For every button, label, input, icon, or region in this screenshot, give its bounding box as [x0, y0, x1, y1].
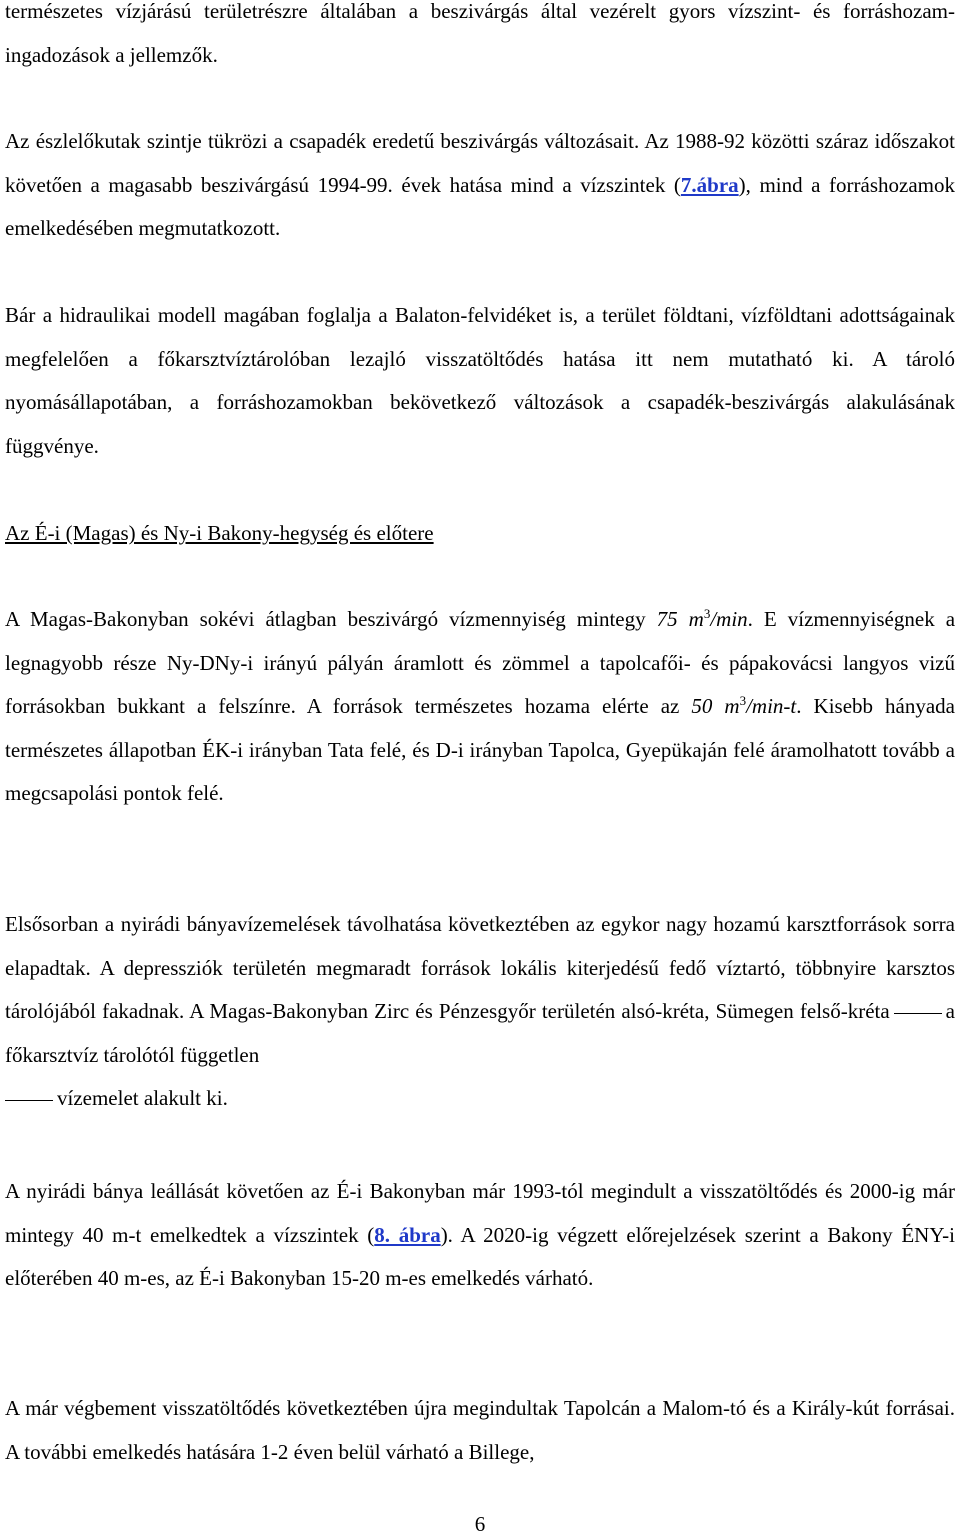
paragraph-intro: természetes vízjárású területrészre általában a beszivárgás által vezérelt gyors vízszint- és forráshozam-ingadozások a jellemzők.: [5, 0, 955, 67]
superscript: 3: [739, 693, 747, 708]
section-heading: [5, 512, 955, 556]
paragraph-hydraulic-model: Bár a hidraulikai modell magában foglalja a Balaton-felvidéket is, a terület földtani, vízföldtani adottságainak megfelelően a főkarsztvíztárolóban lezajló visszatöltődés hatása itt nem mutatható ki. A tároló nyomásállapotában, a forráshozamokban bekövetkező változások a csapadék-beszivárgás alakulásának függvénye.: [5, 303, 955, 458]
superscript: 3: [703, 606, 711, 621]
paragraph-recharge: [5, 1170, 955, 1301]
figure-8-link[interactable]: 8. ábra: [374, 1222, 441, 1247]
text-span: . Kisebb hányada természetes állapotban ÉK-i irányban Tata felé, és D-i irányban Tapolca, Gyepükaján felé áramolhatott tovább a megcsapolási pontok felé.: [5, 694, 956, 805]
paragraph-tapolca-springs: A már végbement visszatöltődés következtében újra megindultak Tapolcán a Malom-tó és a Király-kút forrásai. A további emelkedés hatására 1-2 éven belül várható a Billege,: [5, 1396, 955, 1464]
text-span: A Magas-Bakonyban sokévi átlagban beszivárgó vízmennyiség mintegy: [5, 607, 657, 631]
paragraph-magas-bakony: [5, 598, 955, 816]
text-span: A nyirádi bánya leállását követően az É-i Bakonyban már 1993-tól megindult a visszatöltődés és 2000-ig már mintegy 40 m-t emelkedtek a vízszintek (: [5, 1179, 955, 1247]
text-span: a főkarsztvíz tárolótól független: [5, 999, 955, 1067]
text-span: /min-t: [746, 694, 797, 718]
em-dash-line: [5, 1100, 53, 1101]
text-span: Elsősorban a nyirádi bányavízemelések távolhatása következtében az egykor nagy hozamú karsztforrások sorra elapadtak. A depressziók területén megmaradt források lokális kiterjedésű fedő víztartó, többnyire karsztos tárolójából fakadnak. A Magas-Bakonyban Zirc és Pénzesgyőr területén alsó-kréta, Sümegen felső-kréta: [5, 912, 955, 1023]
paragraph-nyirad-mining: [5, 903, 955, 1121]
text-span: vízemelet alakult ki.: [57, 1086, 228, 1110]
heading-text: Az É-i (Magas) és Ny-i Bakony-hegység és előtere: [5, 521, 434, 545]
text-span: 50 m: [691, 694, 740, 718]
text-span: ), mind a forráshozamok emelkedésében megmutatkozott.: [5, 172, 955, 240]
page-number: 6: [474, 1512, 486, 1536]
text-span: ). A 2020-ig végzett előrejelzések szerint a Bakony ÉNY-i előterében 40 m-es, az É-i Bakonyban 15-20 m-es emelkedés várható.: [5, 1222, 955, 1290]
figure-7-link[interactable]: 7.ábra: [680, 172, 739, 197]
em-dash-line: [894, 1013, 942, 1014]
text-span: /min: [710, 607, 748, 631]
text-span: 75 m: [656, 607, 704, 631]
text-span: . E vízmennyiségnek a legnagyobb része Ny-DNy-i irányú pályán áramlott és zömmel a tapolcafői- és pápakovácsi langyos vizű forrásokban bukkant a felszínre. A források természetes hozama elérte az: [5, 607, 956, 718]
paragraph-observation-wells: [5, 120, 955, 251]
text-span: Az észlelőkutak szintje tükrözi a csapadék eredetű beszivárgás változásait. Az 1988-92 közötti száraz időszakot követően a magasabb beszivárgású 1994-99. évek hatása mind a vízszintek (: [5, 129, 955, 197]
